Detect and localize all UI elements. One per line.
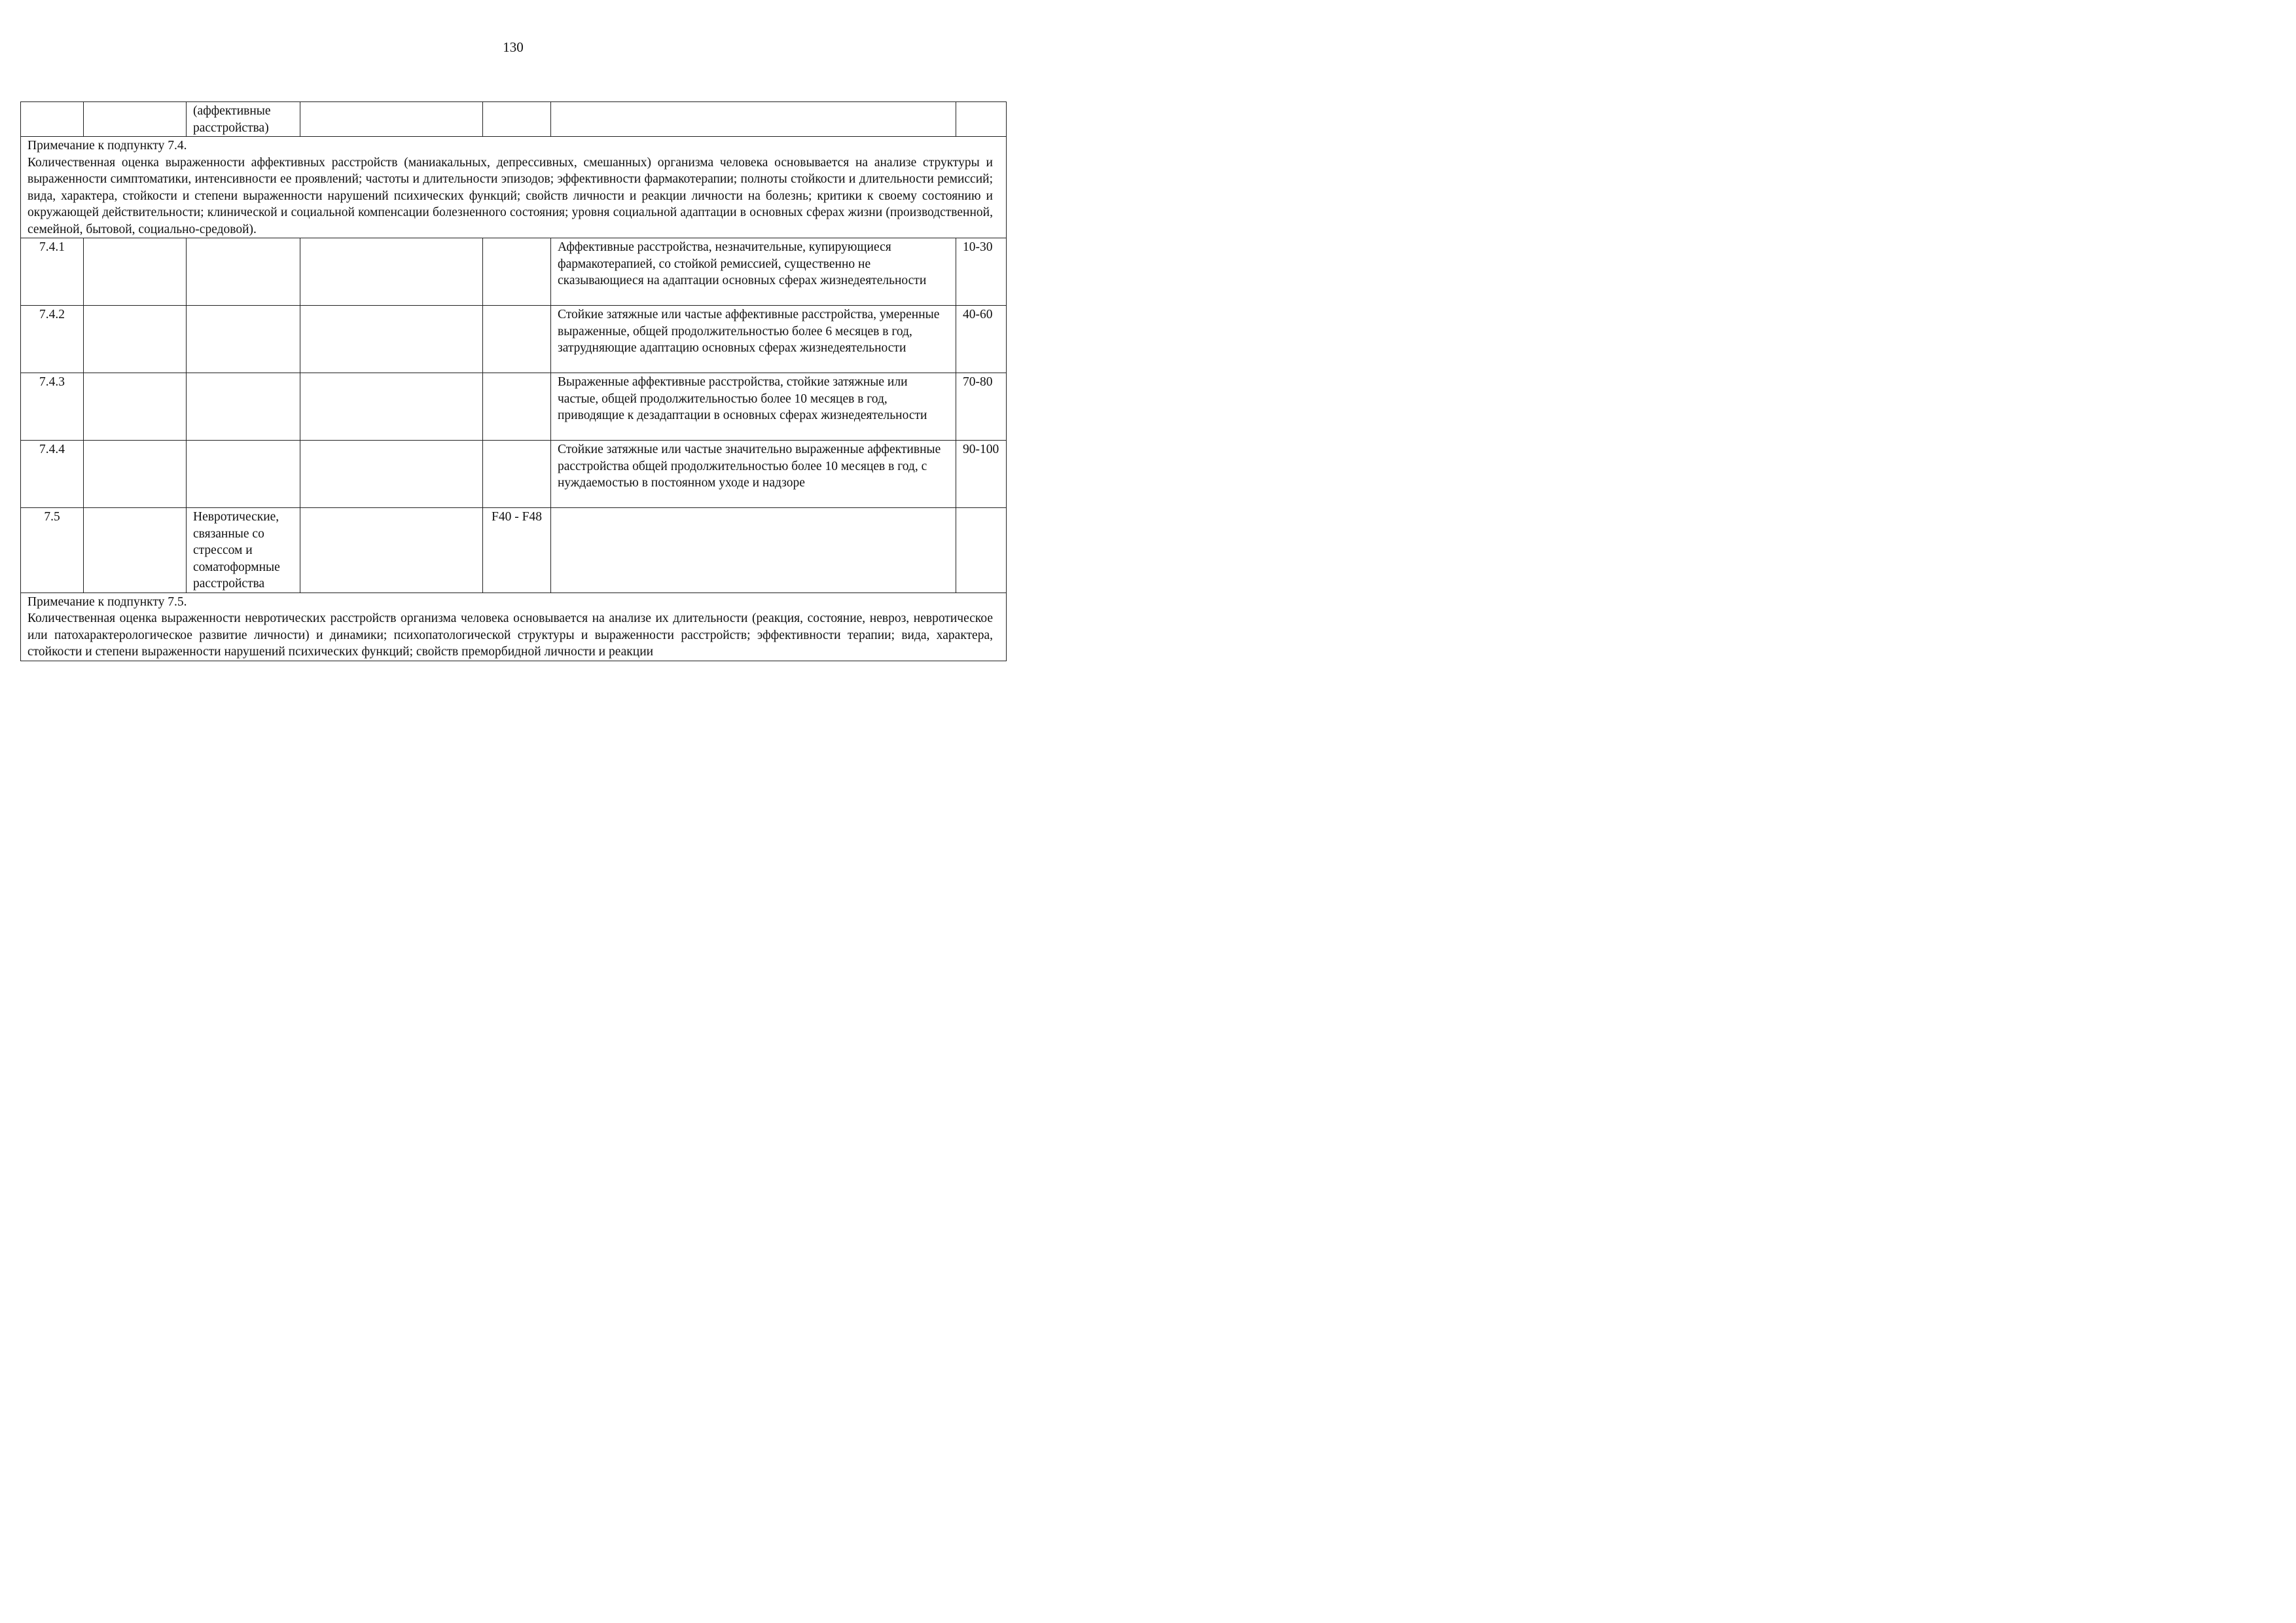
cell-code	[483, 102, 551, 137]
criteria-table	[20, 101, 1007, 661]
note-text: Количественная оценка выраженности аффективных расстройств (маниакальных, депрессивных, смешанных) организма человека основывается на анализе структуры и выраженности симптоматики, интенсивности ее проявлений; частоты и длительности эпизодов; эффективности фармакотерапии; полноты стойкости и длительности ремиссий; вида, характера, стойкости и степени выраженности нарушений психических функций; свойств личности и реакции личности на болезнь; критики к своему состоянию и окружающей действительности; клинической и социальной компенсации болезненного состояния; уровня социальной адаптации в основных сферах жизни (производственной, семейной, бытовой, социально-средовой).	[27, 155, 993, 236]
cell-empty	[300, 306, 483, 373]
note-title: Примечание к подпункту 7.5.	[27, 594, 187, 609]
cell-score: 10-30	[956, 238, 1007, 306]
cell-empty	[187, 306, 300, 373]
cell-description	[551, 508, 956, 593]
cell-num: 7.4.3	[21, 373, 84, 441]
cell-score	[956, 102, 1007, 137]
cell-name: Невротические, связанные со стрессом и соматоформные расстройства	[187, 508, 300, 593]
cell-empty	[483, 373, 551, 441]
cell-empty	[300, 441, 483, 508]
cell-empty	[300, 373, 483, 441]
cell-empty	[483, 306, 551, 373]
cell-empty	[187, 441, 300, 508]
cell-empty	[84, 441, 187, 508]
cell-score	[956, 508, 1007, 593]
cell-empty	[300, 238, 483, 306]
cell-name: (аффективные расстройства)	[187, 102, 300, 137]
cell-description: Стойкие затяжные или частые аффективные расстройства, умеренные выраженные, общей продолжительностью более 6 месяцев в год, затрудняющие адаптацию основных сферах жизнедеятельности	[551, 306, 956, 373]
page-number: 130	[503, 39, 524, 55]
cell-empty	[483, 238, 551, 306]
cell-empty	[300, 102, 483, 137]
table-row	[21, 238, 1007, 306]
cell-description	[551, 102, 956, 137]
cell-description: Аффективные расстройства, незначительные, купирующиеся фармакотерапией, со стойкой ремиссией, существенно не сказывающиеся на адаптации основных сферах жизнедеятельности	[551, 238, 956, 306]
table-row	[21, 441, 1007, 508]
note-text: Количественная оценка выраженности невротических расстройств организма человека основывается на анализе их длительности (реакция, состояние, невроз, невротическое или патохарактерологическое развитие личности) и динамики; психопатологической структуры и выраженности расстройств; эффективности терапии; вида, характера, стойкости и степени выраженности нарушений психических функций; свойств преморбидной личности и реакции	[27, 611, 993, 659]
cell-num	[21, 102, 84, 137]
cell-empty	[187, 238, 300, 306]
note-7-4	[21, 137, 1007, 238]
cell-empty	[84, 306, 187, 373]
cell-score: 40-60	[956, 306, 1007, 373]
cell-empty	[300, 508, 483, 593]
cell-description: Выраженные аффективные расстройства, стойкие затяжные или частые, общей продолжительностью более 10 месяцев в год, приводящие к дезадаптации в основных сферах жизнедеятельности	[551, 373, 956, 441]
cell-empty	[187, 373, 300, 441]
note-7-5	[21, 593, 1007, 661]
table-row	[21, 373, 1007, 441]
note-row-7-4	[21, 137, 1007, 238]
cell-num: 7.4.1	[21, 238, 84, 306]
cell-code: F40 - F48	[483, 508, 551, 593]
cell-empty	[84, 508, 187, 593]
cell-score: 70-80	[956, 373, 1007, 441]
cell-num: 7.5	[21, 508, 84, 593]
cell-empty	[84, 238, 187, 306]
note-row-7-5	[21, 593, 1007, 661]
table-row-top	[21, 102, 1007, 137]
cell-empty	[483, 441, 551, 508]
note-title: Примечание к подпункту 7.4.	[27, 139, 187, 153]
cell-num: 7.4.4	[21, 441, 84, 508]
cell-empty	[84, 102, 187, 137]
cell-score: 90-100	[956, 441, 1007, 508]
cell-empty	[84, 373, 187, 441]
table-row	[21, 508, 1007, 593]
cell-description: Стойкие затяжные или частые значительно выраженные аффективные расстройства общей продолжительностью более 10 месяцев в год, с нуждаемостью в постоянном уходе и надзоре	[551, 441, 956, 508]
cell-num: 7.4.2	[21, 306, 84, 373]
table-row	[21, 306, 1007, 373]
